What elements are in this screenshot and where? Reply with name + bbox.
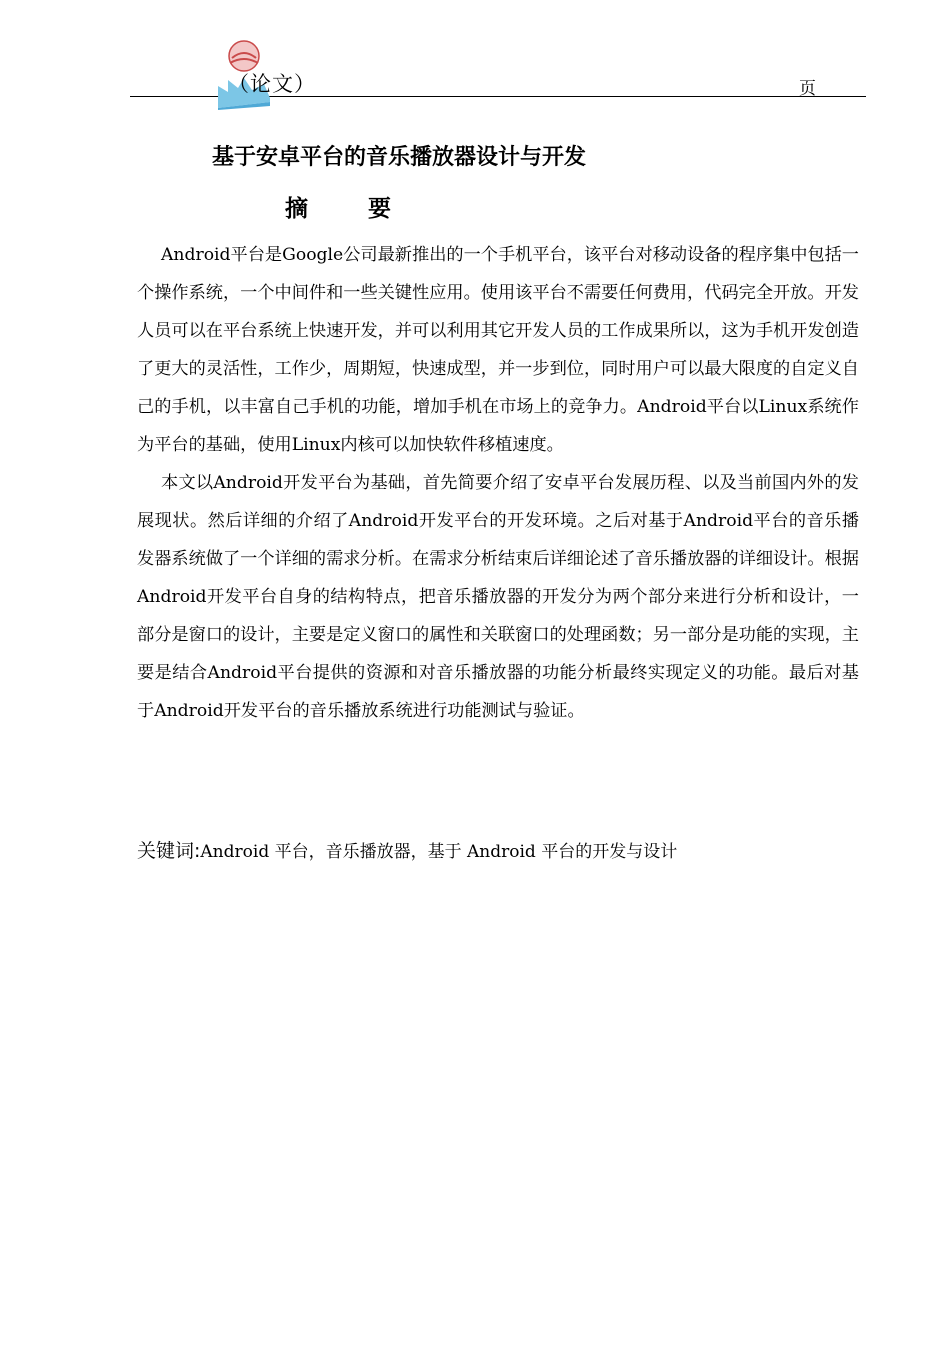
page-header (130, 40, 866, 97)
header-page-label: 页 (799, 79, 816, 99)
keywords-line (137, 836, 677, 863)
abstract-paragraph-1: Android平台是Google公司最新推出的一个手机平台，该平台对移动设备的程序集中包括一个操作系统，一个中间件和一些关键性应用。使用该平台不需要任何费用，代码完全开放。开发人员可以在平台系统上快速开发，并可以利用其它开发人员的工作成果所以，这为手机开发创造了更大的灵活性，工作少，周期短，快速成型，并一步到位，同时用户可以最大限度的自定义自己的手机，以丰富自己手机的功能，增加手机在市场上的竞争力。Android平台以Linux系统作为平台的基础，使用Linux内核可以加快软件移植速度。 (137, 245, 859, 455)
abstract-paragraph-2: 本文以Android开发平台为基础，首先简要介绍了安卓平台发展历程、以及当前国内外的发展现状。然后详细的介绍了Android开发平台的开发环境。之后对基于Android平台的音乐播发器系统做了一个详细的需求分析。在需求分析结束后详细论述了音乐播放器的详细设计。根据Android开发平台自身的结构特点，把音乐播放器的开发分为两个部分来进行分析和设计，一部分是窗口的设计，主要是定义窗口的属性和关联窗口的处理函数；另一部分是功能的实现，主要是结合Android平台提供的资源和对音乐播放器的功能分析最终实现定义的功能。最后对基于Android开发平台的音乐播放系统进行功能测试与验证。 (137, 473, 859, 721)
header-document-label: （论文） (228, 72, 316, 96)
abstract-heading: 摘 要 (285, 196, 418, 222)
abstract-body (137, 236, 859, 730)
keywords-label: 关键词: (137, 840, 201, 862)
document-title: 基于安卓平台的音乐播放器设计与开发 (212, 145, 587, 170)
keywords-text: Android 平台，音乐播放器，基于 Android 平台的开发与设计 (200, 842, 678, 862)
